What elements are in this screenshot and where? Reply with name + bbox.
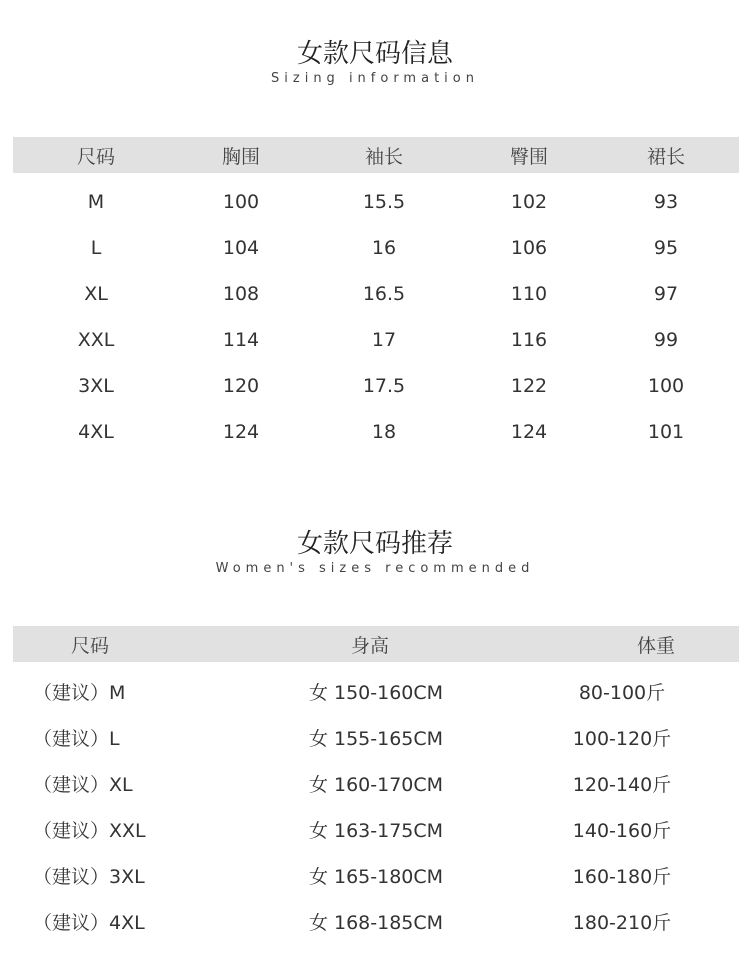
cell-weight: 180-210斤 (572, 911, 672, 934)
cell-sleeve: 17.5 (362, 375, 406, 397)
cell-weight: 140-160斤 (572, 819, 672, 842)
header-bust: 胸围 (221, 145, 260, 168)
header-sleeve: 袖长 (364, 145, 403, 168)
cell-weight: 100-120斤 (572, 727, 672, 750)
table-row (13, 179, 739, 225)
cell-hip: 122 (510, 375, 548, 397)
cell-bust: 108 (222, 283, 260, 305)
cell-size: （建议）M (33, 681, 126, 704)
table-row (13, 271, 739, 317)
cell-sleeve: 16 (371, 237, 397, 259)
table-row (13, 852, 739, 898)
cell-bust: 114 (222, 329, 260, 351)
cell-size: 4XL (78, 421, 114, 443)
cell-bust: 104 (222, 237, 260, 259)
cell-bust: 100 (222, 191, 260, 213)
cell-height: 女 168-185CM (308, 911, 444, 934)
cell-sleeve: 18 (371, 421, 397, 443)
cell-size: XL (84, 283, 108, 305)
table-row (13, 806, 739, 852)
cell-height: 女 155-165CM (308, 727, 444, 750)
size-recommend-title: 女款尺码推荐 (296, 529, 453, 559)
header-size: 尺码 (76, 145, 115, 168)
cell-weight: 80-100斤 (578, 681, 666, 704)
size-recommend-subtitle: Women's sizes recommended (215, 561, 535, 576)
cell-size: （建议）L (33, 727, 120, 750)
cell-sleeve: 17 (371, 329, 397, 351)
cell-height: 女 163-175CM (308, 819, 444, 842)
cell-hip: 116 (510, 329, 548, 351)
cell-skirt-length: 99 (653, 329, 679, 351)
cell-height: 女 160-170CM (308, 773, 444, 796)
header-skirt-length: 裙长 (646, 145, 685, 168)
table-row (13, 714, 739, 760)
table-row (13, 898, 739, 944)
cell-height: 女 165-180CM (308, 865, 444, 888)
sizing-info-table (13, 137, 739, 455)
cell-skirt-length: 100 (647, 375, 685, 397)
table-row (13, 317, 739, 363)
cell-size: XXL (77, 329, 115, 351)
cell-hip: 124 (510, 421, 548, 443)
header-hip: 臀围 (509, 145, 548, 168)
table-header (13, 137, 739, 173)
cell-weight: 160-180斤 (572, 865, 672, 888)
cell-height: 女 150-160CM (308, 681, 444, 704)
size-recommend-table (13, 626, 739, 944)
cell-hip: 102 (510, 191, 548, 213)
cell-weight: 120-140斤 (572, 773, 672, 796)
cell-bust: 120 (222, 375, 260, 397)
cell-size: M (87, 191, 105, 213)
cell-hip: 110 (510, 283, 548, 305)
table-header (13, 626, 739, 662)
cell-bust: 124 (222, 421, 260, 443)
cell-skirt-length: 95 (653, 237, 679, 259)
cell-hip: 106 (510, 237, 548, 259)
table-row (13, 409, 739, 455)
cell-sleeve: 16.5 (362, 283, 406, 305)
table-row (13, 225, 739, 271)
cell-size: （建议）XXL (33, 819, 146, 842)
cell-size: 3XL (78, 375, 114, 397)
table-row (13, 760, 739, 806)
cell-size: L (90, 237, 102, 259)
table-row (13, 668, 739, 714)
header-height: 身高 (350, 634, 389, 657)
cell-skirt-length: 97 (653, 283, 679, 305)
cell-skirt-length: 101 (647, 421, 685, 443)
header-size: 尺码 (70, 634, 109, 657)
sizing-info-title: 女款尺码信息 (296, 39, 453, 69)
cell-size: （建议）4XL (33, 911, 145, 934)
cell-size: （建议）XL (33, 773, 133, 796)
sizing-info-subtitle: Sizing information (271, 71, 479, 86)
cell-sleeve: 15.5 (362, 191, 406, 213)
table-row (13, 363, 739, 409)
cell-skirt-length: 93 (653, 191, 679, 213)
header-weight: 体重 (636, 634, 675, 657)
cell-size: （建议）3XL (33, 865, 145, 888)
